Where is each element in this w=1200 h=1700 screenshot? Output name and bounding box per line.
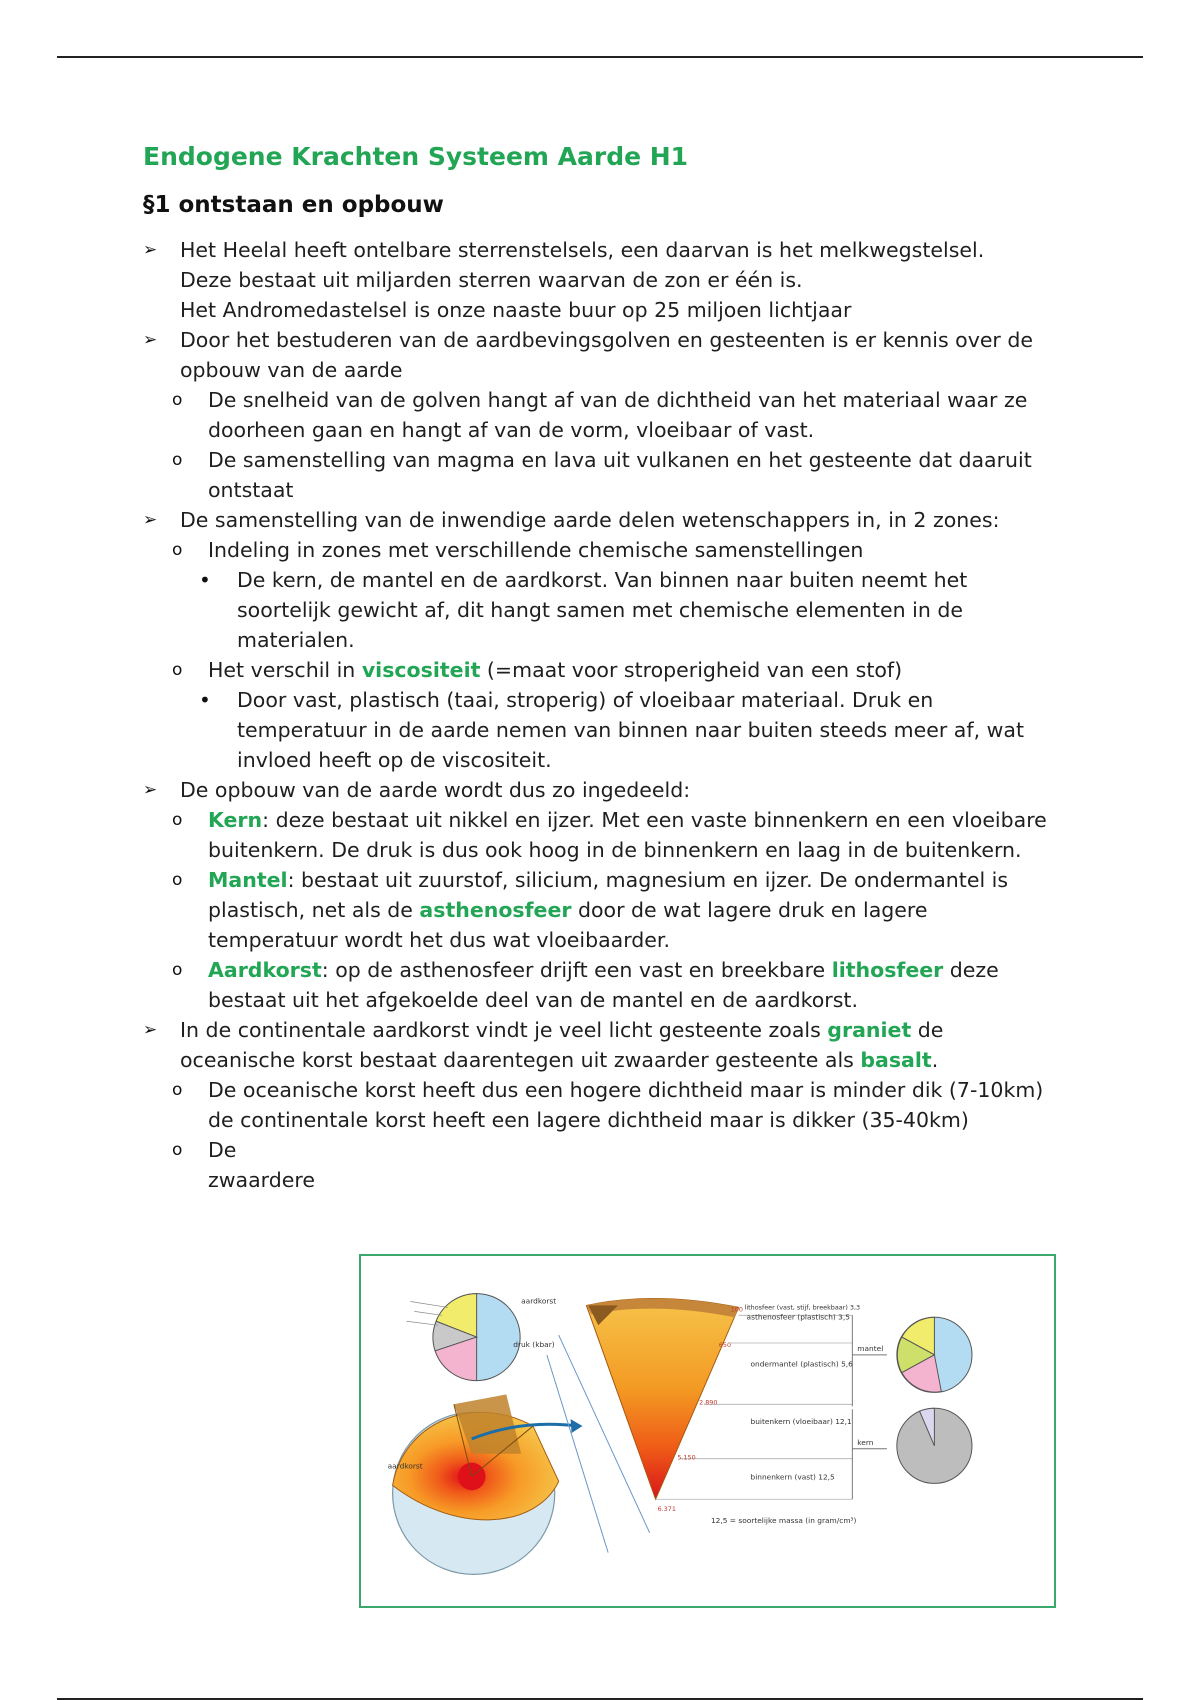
item-text: Het verschil in (208, 658, 362, 682)
dot-bullet-icon: • (199, 688, 211, 712)
list-item (143, 1135, 1063, 1195)
list-item (143, 955, 1063, 1015)
arrow-bullet-icon: ➢ (143, 1020, 158, 1040)
bracket-lines (852, 1315, 887, 1499)
circle-bullet-icon: o (172, 1140, 183, 1160)
item-text: De (208, 1138, 237, 1162)
label-asthenosfeer: asthenosfeer (plastisch) 3,5 (746, 1312, 850, 1322)
arrow-bullet-icon: ➢ (143, 780, 158, 800)
mantle-composition-pie (897, 1317, 972, 1392)
item-text: zwaardere (208, 1168, 315, 1192)
label-lithosfeer: lithosfeer (vast, stijf, breekbaar) 3,3 (744, 1303, 861, 1312)
term-mantel: Mantel (208, 868, 288, 892)
circle-bullet-icon: o (172, 810, 183, 830)
item-text: door de wat lagere druk en lagere temperatuur wordt het dus wat vloeibaarder. (208, 898, 928, 952)
core-composition-pie (897, 1408, 972, 1483)
item-text: Indeling in zones met verschillende chemische samenstellingen (208, 538, 864, 562)
earth-structure-diagram (361, 1256, 1054, 1606)
item-text: De oceanische korst heeft dus een hogere dichtheid maar is minder dik (7-10km) de continentale korst heeft een lagere dichtheid maar is dikker (35-40km) (208, 1078, 1044, 1132)
label-ondermantel: ondermantel (plastisch) 5,6 (750, 1359, 853, 1369)
term-viscositeit: viscositeit (361, 658, 481, 682)
label-legend: 12,5 = soortelijke massa (in gram/cm³) (710, 1515, 857, 1525)
item-text: In de continentale aardkorst vindt je veel licht gesteente zoals (180, 1018, 828, 1042)
term-graniet: graniet (827, 1018, 912, 1042)
earth-structure-figure (359, 1254, 1056, 1608)
term-lithosfeer: lithosfeer (831, 958, 944, 982)
item-text: de oceanische korst bestaat daarentegen uit zwaarder gesteente als (180, 1018, 944, 1072)
earth-globe (393, 1394, 559, 1574)
item-text: De snelheid van de golven hangt af van de dichtheid van het materiaal waar ze doorheen gaan en hangt af van de vorm, vloeibaar of vast. (208, 388, 1028, 442)
circle-bullet-icon: o (172, 390, 183, 410)
label-aardkorst-top: aardkorst (521, 1296, 557, 1306)
list-item (143, 655, 1063, 685)
arrow-bullet-icon: ➢ (143, 330, 158, 350)
list-item (143, 805, 1063, 865)
item-text: Door het bestuderen van de aardbevingsgolven en gesteenten is er kennis over de opbouw van de aarde (180, 328, 1034, 382)
term-asthenosfeer: asthenosfeer (419, 898, 572, 922)
item-text: De opbouw van de aarde wordt dus zo ingedeeld: (180, 778, 691, 802)
label-buitenkern: buitenkern (vloeibaar) 12,1 (750, 1417, 852, 1427)
dot-bullet-icon: • (199, 568, 211, 592)
label-mantel: mantel (857, 1343, 884, 1353)
term-aardkorst: Aardkorst (208, 958, 322, 982)
circle-bullet-icon: o (172, 450, 183, 470)
list-item (143, 385, 1063, 445)
item-text: : deze bestaat uit nikkel en ijzer. Met een vaste binnenkern en een vloeibare buitenkern. De druk is dus ook hoog in de binnenkern en laag in de buitenkern. (208, 808, 1047, 862)
depth-2890: 2.890 (699, 1398, 718, 1407)
page-title: Endogene Krachten Systeem Aarde H1 (143, 142, 689, 171)
depth-650: 650 (718, 1340, 732, 1349)
list-item (143, 1015, 1063, 1075)
item-text: Het Andromedastelsel is onze naaste buur op 25 miljoen lichtjaar (180, 298, 852, 322)
item-text: De kern, de mantel en de aardkorst. Van binnen naar buiten neemt het soortelijk gewicht af, dit hangt samen met chemische elementen in de materialen. (237, 568, 968, 652)
item-text: : bestaat uit zuurstof, silicium, magnesium en ijzer. De ondermantel is plastisch, net als de (208, 868, 1009, 922)
item-text: Het Heelal heeft ontelbare sterrenstelsels, een daarvan is het melkwegstelsel. (180, 238, 985, 262)
list-item (143, 505, 1063, 535)
depth-100: 100 (730, 1305, 743, 1314)
page-content (143, 140, 1063, 1195)
label-depth: druk (kbar) (513, 1339, 555, 1349)
label-kern: kern (857, 1437, 874, 1447)
circle-bullet-icon: o (172, 960, 183, 980)
item-text: deze bestaat uit het afgekoelde deel van de mantel en de aardkorst. (208, 958, 999, 1012)
list-item (143, 775, 1063, 805)
list-item (143, 865, 1063, 955)
section-heading: §1 ontstaan en opbouw (143, 192, 444, 218)
circle-bullet-icon: o (172, 1080, 183, 1100)
top-rule (57, 56, 1143, 58)
list-item (143, 445, 1063, 505)
list-item (143, 235, 1063, 325)
item-text: Deze bestaat uit miljarden sterren waarvan de zon er één is. (180, 268, 803, 292)
circle-bullet-icon: o (172, 660, 183, 680)
term-basalt: basalt (860, 1048, 932, 1072)
item-text: De samenstelling van de inwendige aarde delen wetenschappers in, in 2 zones: (180, 508, 1000, 532)
depth-6371: 6.371 (657, 1505, 676, 1514)
depth-5150: 5.150 (677, 1453, 696, 1462)
item-text: De samenstelling van magma en lava uit vulkanen en het gesteente dat daaruit ontstaat (208, 448, 1032, 502)
list-item (143, 685, 1063, 775)
list-item (143, 1075, 1063, 1135)
label-aardkorst-globe: aardkorst (387, 1461, 423, 1471)
item-text: . (931, 1048, 939, 1072)
item-text: : op de asthenosfeer drijft een vast en breekbare (321, 958, 832, 982)
crust-composition-pie (433, 1294, 520, 1381)
item-text: (=maat voor stroperigheid van een stof) (480, 658, 903, 682)
circle-bullet-icon: o (172, 870, 183, 890)
list-item (143, 565, 1063, 655)
arrow-head (571, 1419, 583, 1433)
list-item (143, 535, 1063, 565)
arrow-bullet-icon: ➢ (143, 510, 158, 530)
item-text: Door vast, plastisch (taai, stroperig) of vloeibaar materiaal. Druk en temperatuur in de aarde nemen van binnen naar buiten steeds meer af, wat invloed heeft op de viscositeit. (237, 688, 1024, 772)
circle-bullet-icon: o (172, 540, 183, 560)
term-kern: Kern (208, 808, 263, 832)
label-binnenkern: binnenkern (vast) 12,5 (750, 1472, 835, 1482)
list-item (143, 325, 1063, 385)
arrow-bullet-icon: ➢ (143, 240, 158, 260)
